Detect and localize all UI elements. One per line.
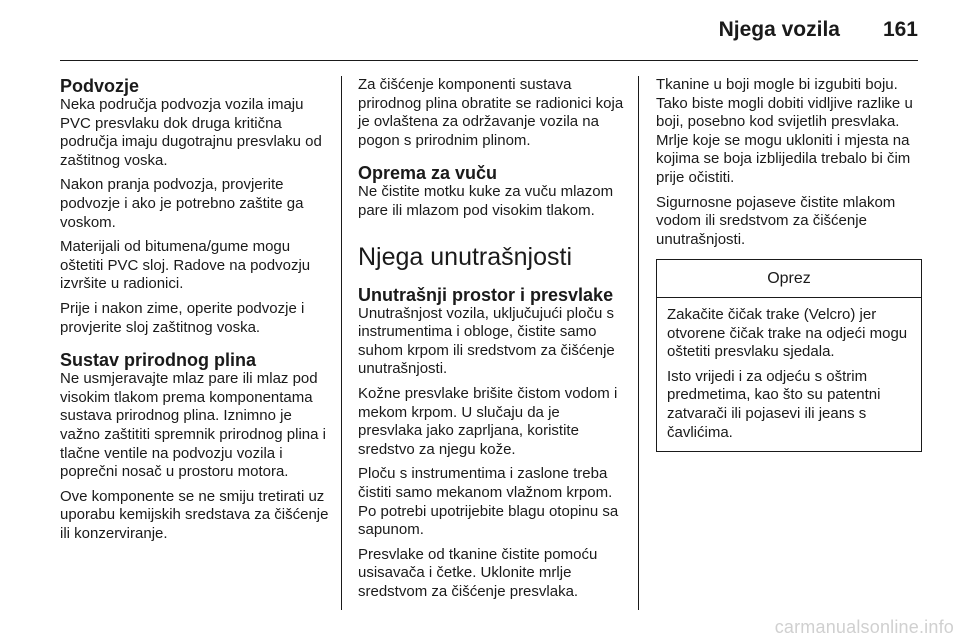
paragraph: Unutrašnjost vozila, uključujući ploču s instrumentima i obloge, čistite samo suhom krpom ili sredstvom za čišćenje unutrašnjosti. — [358, 304, 615, 378]
paragraph: Ove komponente se ne smiju tretirati uz uporabu kemijskih sredstava za čišćenje ili konzerviranje. — [60, 487, 329, 542]
paragraph: Ploču s instrumentima i zaslone treba čistiti samo mekanom vlažnom krpom. Po potrebi upotrijebite blagu otopinu sa sapunom. — [358, 465, 619, 539]
paragraph: Ne usmjeravajte mlaz pare ili mlaz pod visokim tlakom prema komponentama sustava prirodnog plina. Iznimno je važno zaštititi spremnik prirodnog plina i tlačne ventile na podvozju vozila i poprečni nosač u prostoru motora. — [60, 370, 326, 481]
caution-box — [656, 259, 922, 452]
heading-undercarriage: Podvozje — [60, 76, 140, 96]
paragraph: Sigurnosne pojaseve čistite mlakom vodom ili sredstvom za čišćenje unutrašnjosti. — [656, 193, 896, 248]
paragraph: Isto vrijedi i za odjeću s oštrim predmetima, kao što su patentni zatvarači ili pojasevi ili jeans s čavlićima. — [667, 367, 881, 441]
paragraph: Nakon pranja podvozja, provjerite podvozje i ako je potrebno zaštite ga voskom. — [60, 176, 304, 231]
section-heading-interior-care: Njega unutrašnjosti — [358, 242, 573, 271]
caution-body — [657, 298, 921, 451]
paragraph: Zakačite čičak trake (Velcro) jer otvorene čičak trake na odjeći mogu oštetiti presvlaku sjedala. — [667, 305, 908, 361]
column-1 — [60, 76, 330, 549]
caution-title: Oprez — [657, 260, 921, 298]
heading-towing-equipment: Oprema za vuču — [358, 163, 498, 184]
watermark: carmanualsonline.info — [774, 617, 954, 637]
column-2 — [358, 76, 628, 607]
page-header — [60, 0, 918, 61]
heading-natural-gas-system: Sustav prirodnog plina — [60, 350, 257, 371]
paragraph: Presvlake od tkanine čistite pomoću usisavača i četke. Uklonite mrlje sredstvom za čišćenje presvlaka. — [358, 545, 598, 600]
column-divider — [638, 76, 639, 610]
paragraph: Tkanine u boji mogle bi izgubiti boju. Tako biste mogli dobiti vidljive razlike u boji, posebno kod svijetlih presvlaka. Mrlje koje se mogu ukloniti i mjesta na kojima se boja izblijedila trebalo bi čim prije očistiti. — [656, 76, 913, 186]
page-title: Njega vozila — [718, 18, 840, 41]
column-3 — [656, 76, 922, 452]
column-divider — [341, 76, 342, 610]
paragraph: Kožne presvlake brišite čistom vodom i mekom krpom. U slučaju da je presvlaka jako zaprljana, koristite sredstvo za njegu kože. — [358, 384, 618, 458]
paragraph: Materijali od bitumena/gume mogu oštetiti PVC sloj. Radove na podvozju izvršite u radionici. — [60, 238, 311, 293]
heading-interior-upholstery: Unutrašnji prostor i presvlake — [358, 284, 614, 305]
paragraph: Neka područja podvozja vozila imaju PVC presvlaku dok druga kritična područja imaju dugotrajnu presvlaku od zaštitnog voska. — [60, 96, 322, 169]
paragraph: Ne čistite motku kuke za vuču mlazom pare ili mlazom pod visokim tlakom. — [358, 183, 614, 219]
paragraph: Prije i nakon zime, operite podvozje i provjerite sloj zaštitnog voska. — [60, 299, 305, 336]
page-number: 161 — [882, 18, 918, 41]
paragraph: Za čišćenje komponenti sustava prirodnog plina obratite se radionici koja je ovlaštena za održavanje vozila na pogon s prirodnim plinom. — [358, 76, 624, 149]
